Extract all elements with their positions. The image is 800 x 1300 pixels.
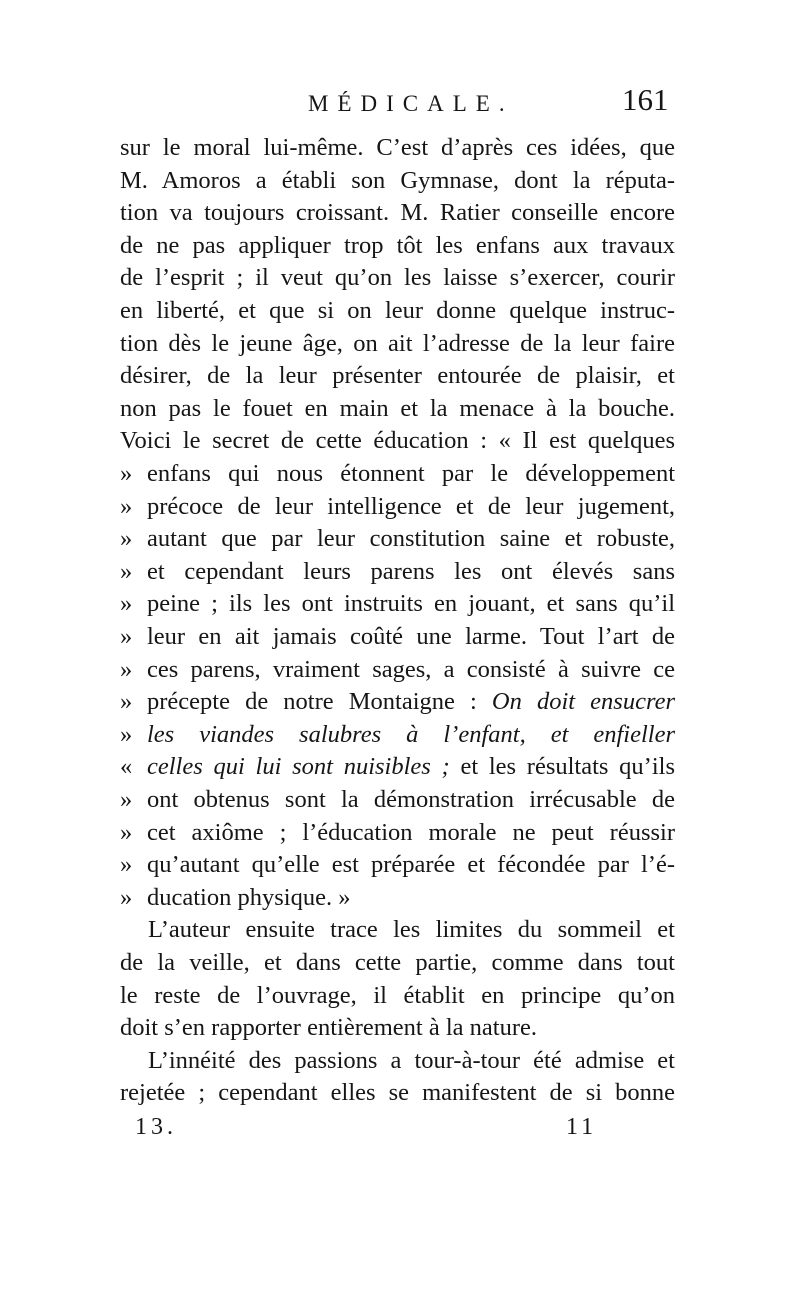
text-line: tion va toujours croissant. M. Ratier conseille encore xyxy=(120,199,675,227)
running-header xyxy=(0,84,800,124)
text-line: de la veille, et dans cette partie, comme dans tout xyxy=(120,949,675,976)
guillemet-mark: » xyxy=(120,623,133,650)
text-line: L’auteur ensuite trace les limites du sommeil et xyxy=(148,916,675,944)
guillemet-mark: » xyxy=(120,688,133,716)
text-line: de ne pas appliquer trop tôt les enfans aux travaux xyxy=(120,231,675,259)
quote-line: » qu’autant qu’elle est préparée et fécondée par l’é- xyxy=(120,849,675,882)
text-line: doit s’en rapporter entièrement à la nature. xyxy=(120,1014,537,1042)
guillemet-mark: » xyxy=(120,851,133,879)
quote-line: » ducation physique. » xyxy=(120,882,675,915)
text-line: désirer, de la leur présenter entourée de plaisir, et xyxy=(120,362,675,390)
italic-citation: les viandes salubres à l’enfant, et enfieller xyxy=(147,720,675,748)
guillemet-mark: » xyxy=(120,818,133,846)
text-line: de l’esprit ; il veut qu’on les laisse s’exercer, courir xyxy=(120,264,675,292)
quote-line: » ont obtenus sont la démonstration irrécusable de xyxy=(120,784,675,817)
quote-line: » ces parens, vraiment sages, a consisté à suivre ce xyxy=(120,654,675,687)
text-line: non pas le fouet en main et la menace à la bouche. xyxy=(120,394,675,422)
guillemet-mark: » xyxy=(120,655,133,683)
quote-line xyxy=(120,719,675,752)
text-line: Voici le secret de cette éducation : « Il est quelques xyxy=(120,427,675,455)
guillemet-mark: » xyxy=(120,492,133,520)
quote-line: » cet axiôme ; l’éducation morale ne peut réussir xyxy=(120,817,675,850)
quote-line: » précoce de leur intelligence et de leur jugement, xyxy=(120,491,675,524)
guillemet-mark: » xyxy=(120,460,133,487)
quote-line: » enfans qui nous étonnent par le développement xyxy=(120,458,675,491)
guillemet-mark: « xyxy=(120,753,133,781)
italic-citation: On doit ensucrer xyxy=(491,688,675,716)
text-line: M. Amoros a établi son Gymnase, dont la réputa- xyxy=(120,166,675,194)
guillemet-mark: » xyxy=(120,720,133,748)
signature-mark: 13. xyxy=(135,1114,177,1140)
quote-line: » et cependant leurs parens les ont élevés sans xyxy=(120,556,675,589)
signature-number: 11 xyxy=(566,1114,598,1140)
signature-marks xyxy=(0,1114,800,1154)
guillemet-mark: » xyxy=(120,786,133,813)
quote-line: « celles qui lui sont nuisibles ; et les résultats qu’ils xyxy=(120,751,675,784)
guillemet-mark: » xyxy=(120,525,133,553)
running-title: MÉDICALE. xyxy=(308,91,514,116)
quote-line: » peine ; ils les ont instruits en jouant, et sans qu’il xyxy=(120,588,675,621)
text-line: en liberté, et que si on leur donne quelque instruc- xyxy=(120,297,675,324)
text-line: tion dès le jeune âge, on ait l’adresse de la leur faire xyxy=(120,329,675,357)
quote-line: » autant que par leur constitution saine et robuste, xyxy=(120,523,675,556)
italic-citation: celles qui lui sont nuisibles ; xyxy=(147,753,450,781)
quote-line: » leur en ait jamais coûté une larme. Tout l’art de xyxy=(120,621,675,654)
text-line: L’innéité des passions a tour-à-tour été admise et xyxy=(148,1046,675,1074)
text-line: sur le moral lui-même. C’est d’après ces idées, que xyxy=(120,134,675,161)
quote-line: » précepte de notre Montaigne : On doit ensucrer xyxy=(120,686,675,719)
guillemet-mark: » xyxy=(120,590,133,618)
guillemet-mark: » xyxy=(120,557,133,585)
page-number: 161 xyxy=(622,82,669,117)
text-line: le reste de l’ouvrage, il établit en principe qu’on xyxy=(120,981,675,1009)
text-line: rejetée ; cependant elles se manifestent de si bonne xyxy=(120,1079,675,1107)
guillemet-mark: » xyxy=(120,883,133,911)
